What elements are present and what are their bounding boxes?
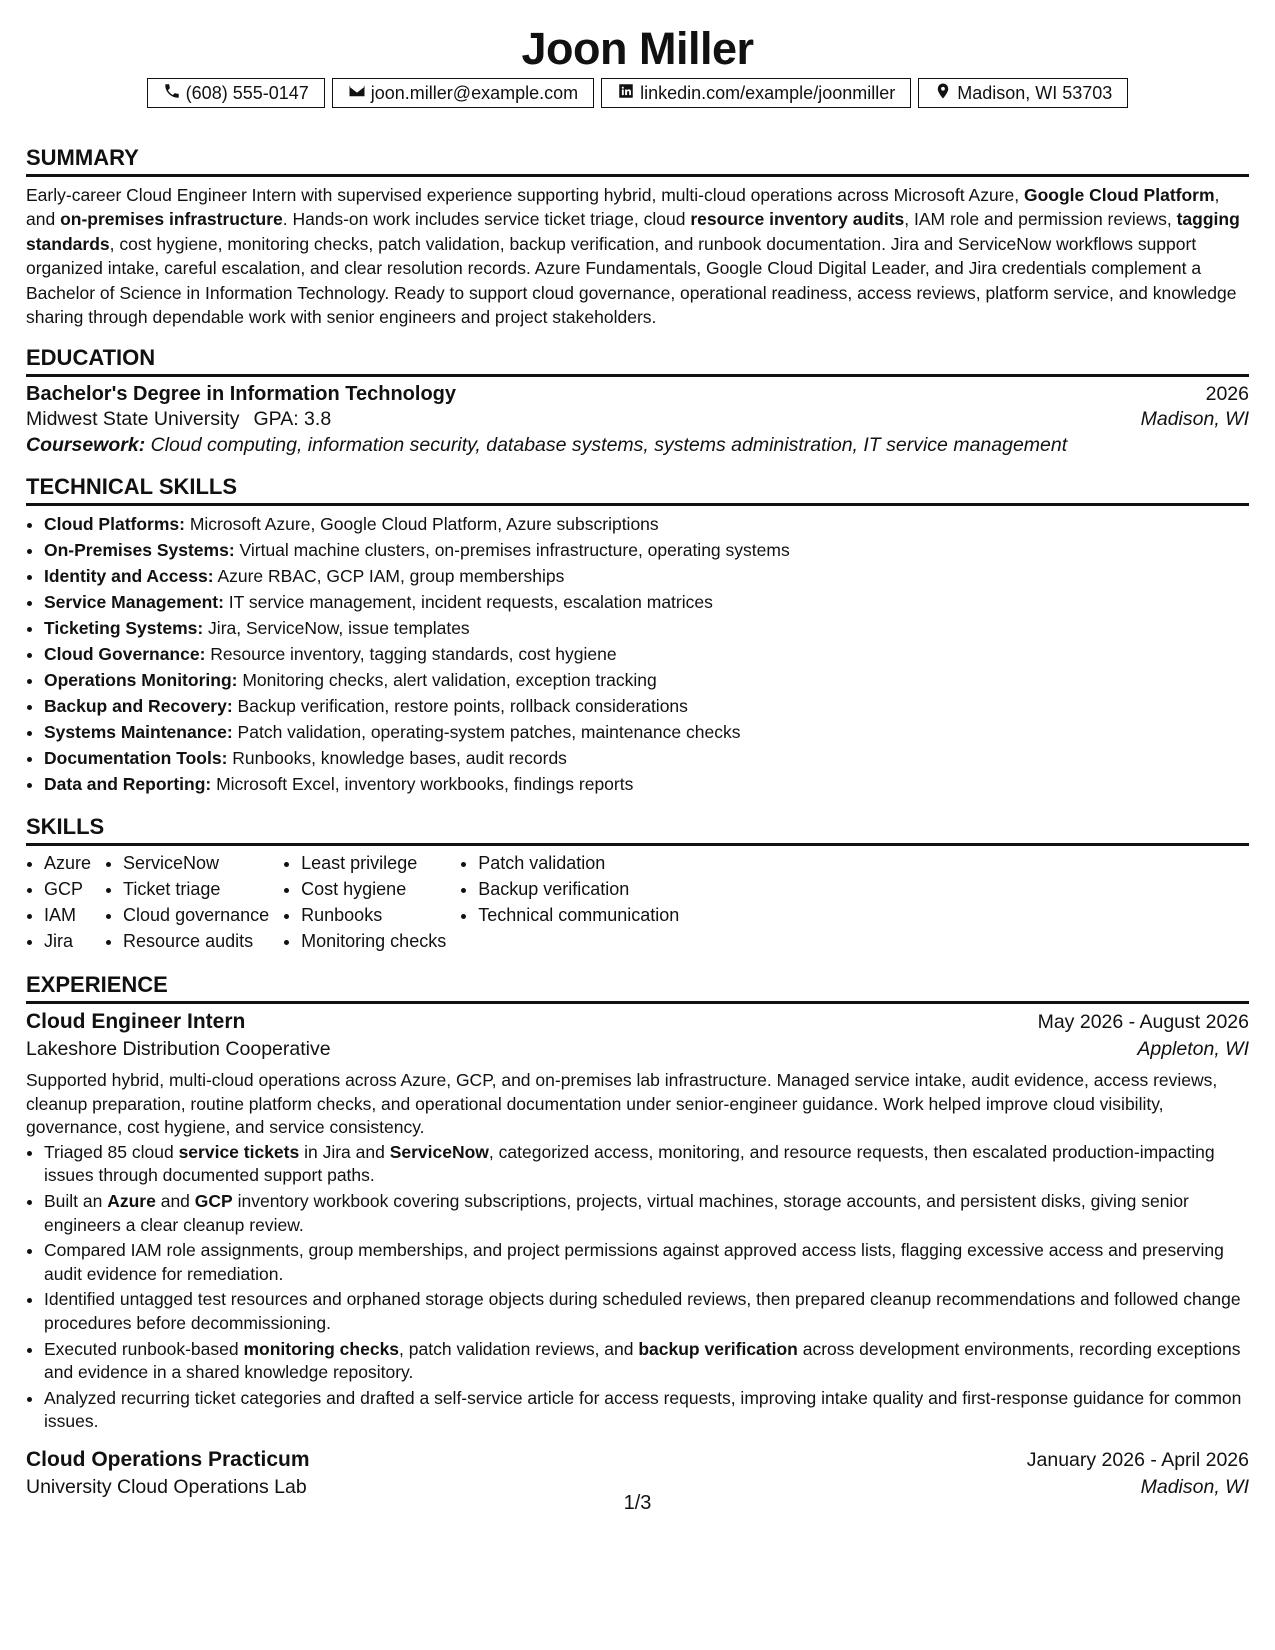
- education-sub-row: [26, 408, 1249, 431]
- linkedin-icon: [617, 82, 635, 105]
- list-item: • Ticket triage: [123, 877, 269, 903]
- email-icon: [348, 82, 366, 105]
- technical-skills-list: [26, 512, 1249, 797]
- experience-section: [26, 971, 1249, 1499]
- list-item: • Cost hygiene: [301, 877, 446, 903]
- list-item: • Resource audits: [123, 929, 269, 955]
- job-bullets: [26, 1141, 1249, 1434]
- job-dates: May 2026 - August 2026: [1037, 1011, 1249, 1034]
- candidate-name: Joon Miller: [521, 23, 754, 74]
- list-item: • Technical communication: [478, 903, 679, 929]
- job-location: Appleton, WI: [1137, 1038, 1249, 1061]
- contact-bar: [26, 78, 1249, 108]
- list-item: • Documentation Tools: Runbooks, knowledge bases, audit records: [44, 746, 1249, 772]
- contact-location: [918, 78, 1128, 108]
- job-title: Cloud Engineer Intern: [26, 1010, 246, 1034]
- education-heading: EDUCATION: [26, 344, 1249, 377]
- job-header-row: [26, 1010, 1249, 1034]
- map-pin-icon: [934, 82, 952, 105]
- list-item: • Patch validation: [478, 851, 679, 877]
- contact-phone: [147, 78, 325, 108]
- phone-text: (608) 555-0147: [185, 82, 309, 103]
- list-item: • ServiceNow: [123, 851, 269, 877]
- list-item: • Analyzed recurring ticket categories and drafted a self-service article for access requests, improving intake quality and first-response guidance for common issues.: [44, 1387, 1249, 1434]
- linkedin-text: linkedin.com/example/joonmiller: [640, 82, 896, 103]
- technical-skills-section: [26, 473, 1249, 797]
- list-item: • Jira: [44, 929, 91, 955]
- school-location: Madison, WI: [1140, 408, 1249, 431]
- degree-year: 2026: [1205, 383, 1249, 406]
- contact-email[interactable]: [332, 78, 594, 108]
- summary-text: Early-career Cloud Engineer Intern with supervised experience supporting hybrid, multi-cloud operations across Microsoft Azure, Google Cloud Platform, and on-premises infrastructure. Hands-on work includes service ticket triage, cloud resource inventory audits, IAM role and permission reviews, tagging standards, cost hygiene, monitoring checks, patch validation, backup verification, and runbook documentation. Jira and ServiceNow workflows support organized intake, careful escalation, and clear resolution records. Azure Fundamentals, Google Cloud Digital Leader, and Jira credentials complement a Bachelor of Science in Information Technology. Ready to support cloud governance, operational readiness, access reviews, platform service, and knowledge sharing through dependable work with senior engineers and project stakeholders.: [26, 185, 1240, 328]
- summary-heading: SUMMARY: [26, 144, 1249, 177]
- list-item: • Operations Monitoring: Monitoring checks, alert validation, exception tracking: [44, 668, 1249, 694]
- job-description: Supported hybrid, multi-cloud operations across Azure, GCP, and on-premises lab infrastructure. Managed service intake, audit evidence, access reviews, cleanup preparation, routine platform checks, and operational documentation under senior-engineer guidance. Work helped improve cloud visibility, governance, cost hygiene, and service consistency.: [26, 1070, 1218, 1138]
- list-item: • On-Premises Systems: Virtual machine clusters, on-premises infrastructure, operating systems: [44, 538, 1249, 564]
- job-dates: January 2026 - April 2026: [1026, 1448, 1249, 1471]
- list-item: • IAM: [44, 903, 91, 929]
- list-item: • Identity and Access: Azure RBAC, GCP IAM, group memberships: [44, 564, 1249, 590]
- list-item: • Data and Reporting: Microsoft Excel, inventory workbooks, findings reports: [44, 772, 1249, 798]
- coursework: Coursework: Cloud computing, information security, database systems, systems administration, IT service management: [26, 434, 1068, 457]
- list-item: • Runbooks: [301, 903, 446, 929]
- summary-section: [26, 144, 1249, 329]
- education-header-row: [26, 383, 1249, 406]
- list-item: • Cloud Governance: Resource inventory, tagging standards, cost hygiene: [44, 642, 1249, 668]
- list-item: • Least privilege: [301, 851, 446, 877]
- email-text: joon.miller@example.com: [370, 82, 579, 103]
- job-org-row: [26, 1038, 1249, 1061]
- skills-grid: [26, 851, 1249, 955]
- list-item: • Executed runbook-based monitoring checks, patch validation reviews, and backup verification across development environments, recording exceptions and evidence in a shared knowledge repository.: [44, 1338, 1249, 1385]
- list-item: • Backup and Recovery: Backup verification, restore points, rollback considerations: [44, 694, 1249, 720]
- list-item: • Ticketing Systems: Jira, ServiceNow, issue templates: [44, 616, 1249, 642]
- list-item: • Service Management: IT service management, incident requests, escalation matrices: [44, 590, 1249, 616]
- list-item: • Compared IAM role assignments, group memberships, and project permissions against approved access lists, flagging excessive access and preserving audit evidence for remediation.: [44, 1239, 1249, 1286]
- job-header-row: [26, 1448, 1249, 1472]
- gpa: GPA: 3.8: [253, 408, 332, 431]
- list-item: • Triaged 85 cloud service tickets in Jira and ServiceNow, categorized access, monitoring, and resource requests, then escalated production-impacting issues through documented support paths.: [44, 1141, 1249, 1188]
- technical-skills-heading: TECHNICAL SKILLS: [26, 473, 1249, 506]
- list-item: • GCP: [44, 877, 91, 903]
- job-location: Madison, WI: [1140, 1475, 1249, 1498]
- skills-column: [26, 851, 91, 955]
- skills-column: [460, 851, 679, 955]
- degree-title: Bachelor's Degree in Information Technology: [26, 383, 457, 406]
- job-organization: Lakeshore Distribution Cooperative: [26, 1038, 331, 1061]
- skills-column: [283, 851, 446, 955]
- location-text: Madison, WI 53703: [957, 82, 1113, 103]
- job-title: Cloud Operations Practicum: [26, 1447, 310, 1471]
- list-item: • Cloud Platforms: Microsoft Azure, Google Cloud Platform, Azure subscriptions: [44, 512, 1249, 538]
- list-item: • Monitoring checks: [301, 929, 446, 955]
- skills-column: [105, 851, 269, 955]
- job-organization: University Cloud Operations Lab: [26, 1475, 307, 1498]
- experience-heading: EXPERIENCE: [26, 971, 1249, 1004]
- list-item: • Identified untagged test resources and orphaned storage objects during scheduled reviews, then prepared cleanup recommendations and followed change procedures before decommissioning.: [44, 1288, 1249, 1335]
- skills-heading: SKILLS: [26, 813, 1249, 846]
- list-item: • Systems Maintenance: Patch validation, operating-system patches, maintenance checks: [44, 720, 1249, 746]
- list-item: • Backup verification: [478, 877, 679, 903]
- list-item: • Azure: [44, 851, 91, 877]
- education-section: [26, 344, 1249, 457]
- phone-icon: [163, 82, 181, 105]
- list-item: • Cloud governance: [123, 903, 269, 929]
- page-number: 1/3: [623, 1492, 652, 1514]
- skills-section: [26, 813, 1249, 955]
- school-name: Midwest State University: [26, 408, 240, 431]
- resume-page: [26, 0, 1249, 1650]
- list-item: • Built an Azure and GCP inventory workbook covering subscriptions, projects, virtual machines, storage accounts, and persistent disks, giving senior engineers a clear cleanup review.: [44, 1190, 1249, 1237]
- contact-linkedin[interactable]: [601, 78, 911, 108]
